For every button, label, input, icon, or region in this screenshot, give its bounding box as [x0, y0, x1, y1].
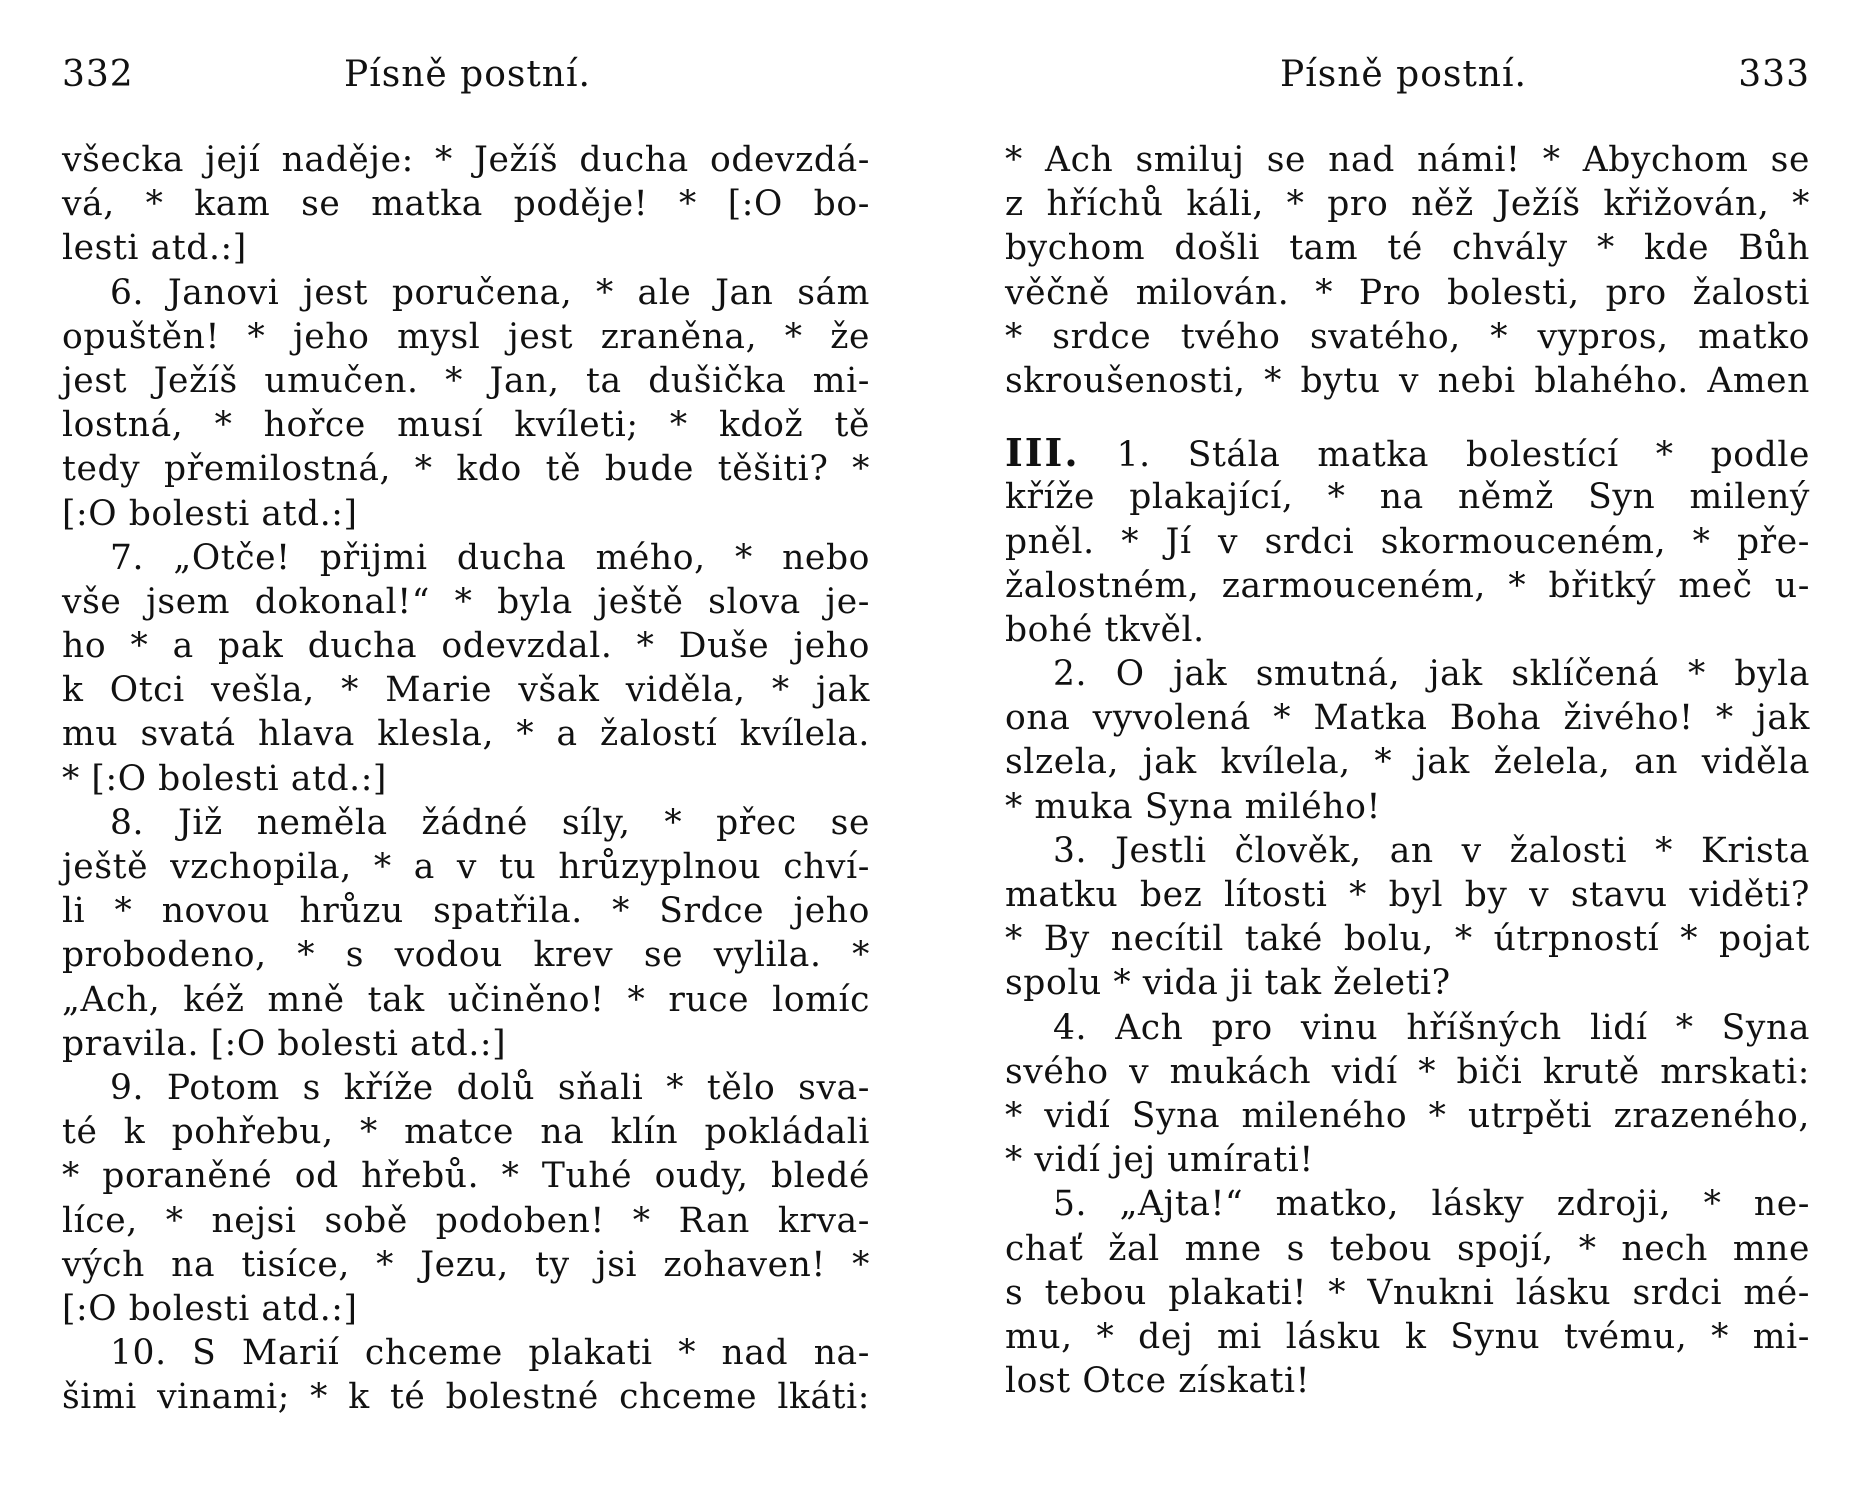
text-line: kříže plakající, * na němž Syn milený — [1005, 477, 1810, 518]
text-line: [:O bolesti atd.:] — [62, 1288, 358, 1329]
section-heading-line — [1005, 431, 1810, 475]
left-page-header — [62, 50, 870, 100]
text-line: 7. „Otče! přijmi ducha mého, * nebo — [110, 537, 870, 578]
text-line: * poraněné od hřebů. * Tuhé oudy, bledé — [62, 1156, 870, 1197]
text-line: matku bez lítosti * byl by v stavu viděti? — [1005, 875, 1810, 915]
running-title: Písně postní. — [344, 54, 591, 95]
right-page-body — [1005, 138, 1810, 1403]
text-line: lesti atd.:] — [62, 228, 247, 269]
text-line: 4. Ach pro vinu hříšných lidí * Syna — [1053, 1007, 1810, 1048]
text-line: z hříchů káli, * pro něž Ježíš křižován, * — [1005, 184, 1810, 225]
text-line: ještě vzchopila, * a v tu hrůzyplnou chví- — [62, 847, 870, 887]
text-line: mu, * dej mi lásku k Synu tvému, * mi- — [1005, 1316, 1810, 1357]
text-line: šimi vinami; * k té bolestné chceme lkáti: — [62, 1377, 870, 1418]
text-line: ho * a pak ducha odevzdal. * Duše jeho — [62, 626, 870, 667]
running-title: Písně postní. — [1280, 54, 1527, 95]
text-line: 5. „Ajta!“ matko, lásky zdroji, * ne- — [1053, 1184, 1810, 1225]
text-line: * muka Syna milého! — [1005, 786, 1381, 827]
page-number: 333 — [1738, 54, 1810, 95]
text-line: skroušenosti, * bytu v nebi blahého. Amen — [1005, 360, 1810, 401]
text-line: pravila. [:O bolesti atd.:] — [62, 1023, 507, 1064]
right-page — [1005, 0, 1810, 1500]
text-line: * Ach smiluj se nad námi! * Abychom se — [1005, 140, 1810, 180]
right-page-header — [1005, 50, 1810, 100]
text-line: chať žal mne s tebou spojí, * nech mne — [1005, 1228, 1810, 1269]
text-line: bohé tkvěl. — [1005, 609, 1205, 650]
left-page — [62, 0, 870, 1500]
text-line: vých na tisíce, * Jezu, ty jsi zohaven! * — [62, 1244, 870, 1285]
text-line: vá, * kam se matka poděje! * [:O bo- — [62, 184, 870, 225]
text-line: 6. Janovi jest poručena, * ale Jan sám — [110, 272, 870, 313]
text-line: * [:O bolesti atd.:] — [62, 758, 387, 799]
section-spacer — [1005, 403, 1810, 431]
text-line: 8. Již neměla žádné síly, * přec se — [110, 802, 870, 843]
text-line-rest: 1. Stála matka bolestící * podle — [1116, 435, 1810, 476]
text-line: tedy přemilostná, * kdo tě bude těšiti? * — [62, 449, 870, 490]
text-line: k Otci vešla, * Marie však viděla, * jak — [62, 670, 870, 711]
text-line: probodeno, * s vodou krev se vylila. * — [62, 935, 870, 976]
text-line: ona vyvolená * Matka Boha živého! * jak — [1005, 698, 1810, 739]
text-line: vše jsem dokonal!“ * byla ještě slova je- — [62, 581, 870, 622]
text-line: té k pohřebu, * matce na klín pokládali — [62, 1112, 870, 1153]
text-line: svého v mukách vidí * biči krutě mrskati: — [1005, 1051, 1810, 1092]
text-line: 2. O jak smutná, jak sklíčená * byla — [1053, 654, 1810, 695]
text-line: pněl. * Jí v srdci skormouceném, * pře- — [1005, 521, 1810, 562]
text-line: líce, * nejsi sobě podoben! * Ran krva- — [62, 1200, 870, 1241]
text-line: spolu * vida ji tak želeti? — [1005, 963, 1451, 1004]
text-line: li * novou hrůzu spatřila. * Srdce jeho — [62, 891, 870, 932]
left-page-body — [62, 138, 870, 1419]
text-line: mu svatá hlava klesla, * a žalostí kvílela. — [62, 714, 870, 755]
text-line: * By necítil také bolu, * útrpností * pojat — [1005, 919, 1810, 960]
text-line: s tebou plakati! * Vnukni lásku srdci mé- — [1005, 1272, 1810, 1313]
text-line: slzela, jak kvílela, * jak želela, an viděla — [1005, 742, 1810, 783]
section-numeral: III. — [1005, 430, 1080, 476]
text-line: „Ach, kéž mně tak učiněno! * ruce lomíc — [62, 979, 870, 1020]
text-line: jest Ježíš umučen. * Jan, ta dušička mi- — [62, 360, 870, 401]
text-line: * srdce tvého svatého, * vypros, matko — [1005, 316, 1810, 357]
text-line: věčně milován. * Pro bolesti, pro žalosti — [1005, 272, 1810, 313]
text-line: * vidí jej umírati! — [1005, 1140, 1314, 1181]
text-line: bychom došli tam té chvály * kde Bůh — [1005, 228, 1810, 269]
text-line: žalostném, zarmouceném, * břitký meč u- — [1005, 565, 1810, 606]
text-line: lost Otce získati! — [1005, 1361, 1311, 1402]
text-line: 10. S Marií chceme plakati * nad na- — [110, 1333, 870, 1374]
text-line: opuštěn! * jeho mysl jest zraněna, * že — [62, 316, 870, 357]
page-number: 332 — [62, 54, 134, 95]
text-line: [:O bolesti atd.:] — [62, 493, 358, 534]
text-line: všecka její naděje: * Ježíš ducha odevzdá- — [62, 140, 870, 180]
text-line: 9. Potom s kříže dolů sňali * tělo sva- — [110, 1067, 870, 1108]
text-line: * vidí Syna mileného * utrpěti zrazeného, — [1005, 1095, 1810, 1136]
text-line: 3. Jestli člověk, an v žalosti * Krista — [1053, 830, 1810, 871]
text-line: lostná, * hořce musí kvíleti; * kdož tě — [62, 405, 870, 446]
